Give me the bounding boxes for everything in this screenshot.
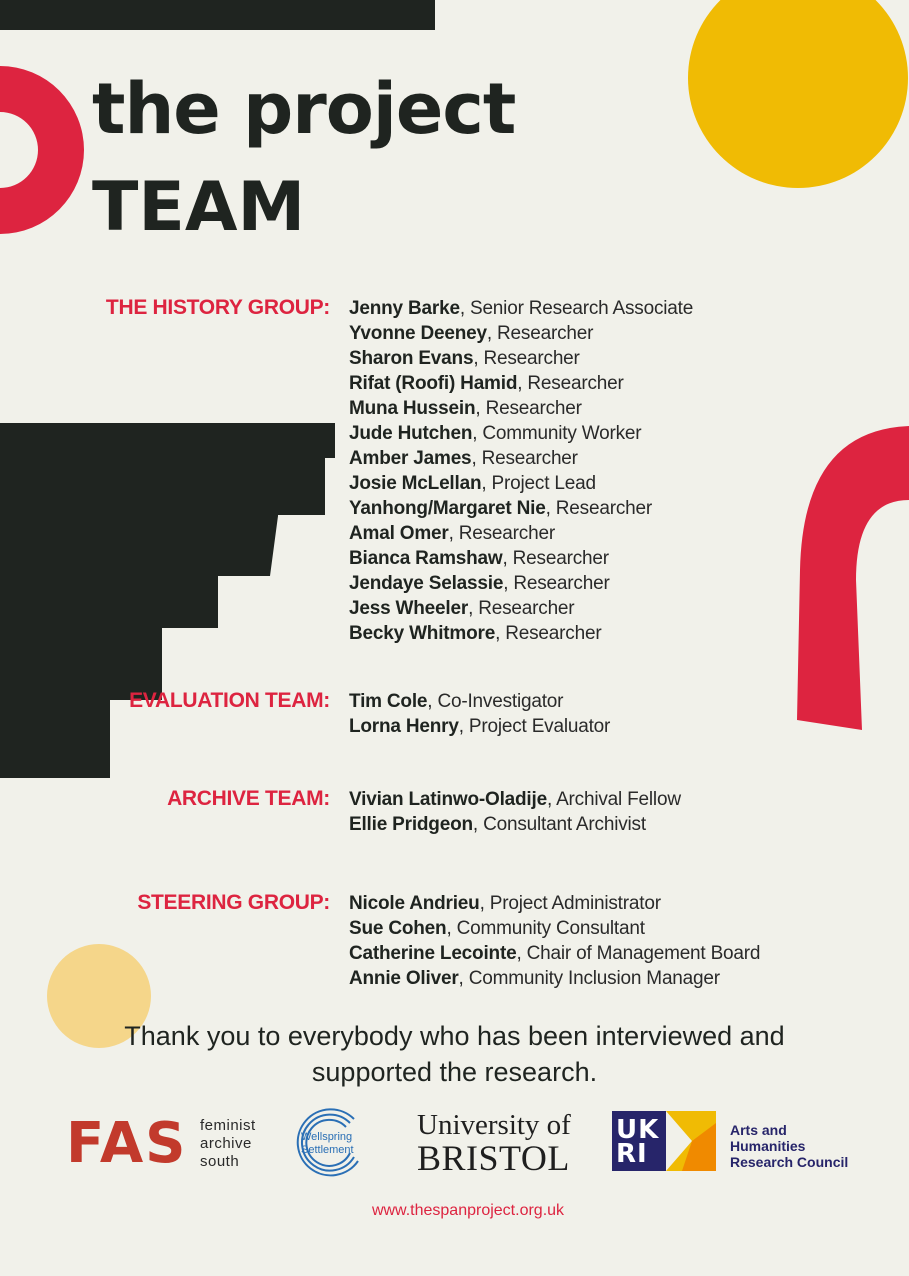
member-role: , Researcher: [545, 498, 652, 519]
member-row: [349, 891, 760, 916]
member-row: [349, 296, 693, 321]
member-row: [349, 571, 693, 596]
member-name: Tim Cole: [349, 691, 428, 712]
member-role: , Community Inclusion Manager: [458, 968, 720, 989]
member-row: [349, 714, 610, 739]
member-row: [349, 941, 760, 966]
member-name: Lorna Henry: [349, 716, 459, 737]
member-name: Bianca Ramshaw: [349, 548, 503, 569]
member-role: , Project Lead: [481, 473, 596, 494]
member-role: , Researcher: [503, 573, 610, 594]
ahrc-line-1: Arts and: [730, 1122, 787, 1138]
member-row: [349, 546, 693, 571]
member-name: Josie McLellan: [349, 473, 482, 494]
top-dark-bar: [0, 0, 435, 30]
ukri-line-2: RI: [616, 1139, 648, 1169]
member-name: Becky Whitmore: [349, 623, 496, 644]
member-name: Sharon Evans: [349, 348, 474, 369]
title-line-1: the project: [92, 68, 516, 150]
member-row: [349, 396, 693, 421]
member-name: Vivian Latinwo-Oladije: [349, 789, 547, 810]
ukri-letters: [616, 1115, 660, 1169]
member-row: [349, 321, 693, 346]
ahrc-line-3: Research Council: [730, 1154, 849, 1170]
member-name: Jenny Barke: [349, 298, 460, 319]
member-list: [349, 787, 681, 837]
thank-you-line-2: supported the research.: [311, 1057, 598, 1087]
member-name: Muna Hussein: [349, 398, 476, 419]
member-role: , Researcher: [448, 523, 555, 544]
member-role: , Community Consultant: [446, 918, 645, 939]
member-role: , Researcher: [468, 598, 575, 619]
member-role: , Researcher: [475, 398, 582, 419]
member-name: Yanhong/Margaret Nie: [349, 498, 546, 519]
thank-you-message: [0, 1018, 909, 1090]
member-name: Annie Oliver: [349, 968, 459, 989]
group-label: STEERING GROUP:: [137, 891, 330, 914]
member-row: [349, 621, 693, 646]
university-of-bristol-logo: [417, 1111, 571, 1176]
member-row: [349, 916, 760, 941]
member-name: Amal Omer: [349, 523, 449, 544]
member-row: [349, 446, 693, 471]
member-row: [349, 371, 693, 396]
fas-line-1: feminist: [200, 1117, 256, 1134]
member-row: [349, 812, 681, 837]
member-name: Yvonne Deeney: [349, 323, 487, 344]
member-name: Amber James: [349, 448, 472, 469]
member-role: , Co-Investigator: [427, 691, 564, 712]
fas-line-2: archive: [200, 1135, 252, 1152]
top-left-red-arc: [0, 66, 84, 234]
member-row: [349, 496, 693, 521]
member-name: Jess Wheeler: [349, 598, 469, 619]
bristol-line-1: University of: [417, 1109, 571, 1141]
member-name: Rifat (Roofi) Hamid: [349, 373, 518, 394]
member-role: , Archival Fellow: [546, 789, 681, 810]
yellow-circle: [688, 0, 908, 188]
wellspring-line-2: Settlement: [301, 1144, 354, 1156]
member-row: [349, 689, 610, 714]
fas-logo-text: [200, 1117, 256, 1171]
member-role: , Project Evaluator: [458, 716, 611, 737]
group-label: THE HISTORY GROUP:: [105, 296, 330, 319]
title-line-2: TEAM: [92, 168, 306, 247]
member-row: [349, 787, 681, 812]
dark-staircase: [0, 423, 335, 778]
right-red-arc: [797, 426, 909, 730]
member-row: [349, 471, 693, 496]
member-name: Ellie Pridgeon: [349, 814, 473, 835]
member-name: Jude Hutchen: [349, 423, 473, 444]
member-role: , Community Worker: [472, 423, 642, 444]
member-role: , Consultant Archivist: [472, 814, 646, 835]
member-list: [349, 296, 693, 646]
member-row: [349, 421, 693, 446]
member-row: [349, 966, 760, 991]
member-name: Sue Cohen: [349, 918, 447, 939]
ahrc-text: [730, 1122, 848, 1170]
member-role: , Researcher: [495, 623, 602, 644]
member-row: [349, 596, 693, 621]
wellspring-text: [301, 1131, 391, 1157]
member-list: [349, 891, 760, 991]
website-link[interactable]: www.thespanproject.org.uk: [371, 1202, 565, 1219]
wellspring-line-1: Wellspring: [301, 1131, 353, 1143]
member-role: , Researcher: [517, 373, 624, 394]
member-role: , Researcher: [502, 548, 609, 569]
group-label: ARCHIVE TEAM:: [167, 787, 330, 810]
fas-line-3: south: [200, 1153, 240, 1170]
member-role: , Senior Research Associate: [459, 298, 694, 319]
member-name: Nicole Andrieu: [349, 893, 480, 914]
member-role: , Chair of Management Board: [516, 943, 761, 964]
ahrc-line-2: Humanities: [730, 1138, 806, 1154]
ukri-line-1: UK: [616, 1115, 660, 1145]
member-role: , Researcher: [486, 323, 594, 344]
member-row: [349, 521, 693, 546]
member-list: [349, 689, 610, 739]
member-name: Jendaye Selassie: [349, 573, 504, 594]
member-name: Catherine Lecointe: [349, 943, 517, 964]
member-role: , Project Administrator: [479, 893, 661, 914]
fas-logo-mark: FAS: [66, 1111, 188, 1176]
group-label: EVALUATION TEAM:: [129, 689, 330, 712]
member-role: , Researcher: [471, 448, 578, 469]
member-role: , Researcher: [473, 348, 580, 369]
thank-you-line-1: Thank you to everybody who has been interviewed and: [124, 1021, 785, 1051]
bristol-line-2: BRISTOL: [417, 1138, 570, 1178]
member-row: [349, 346, 693, 371]
